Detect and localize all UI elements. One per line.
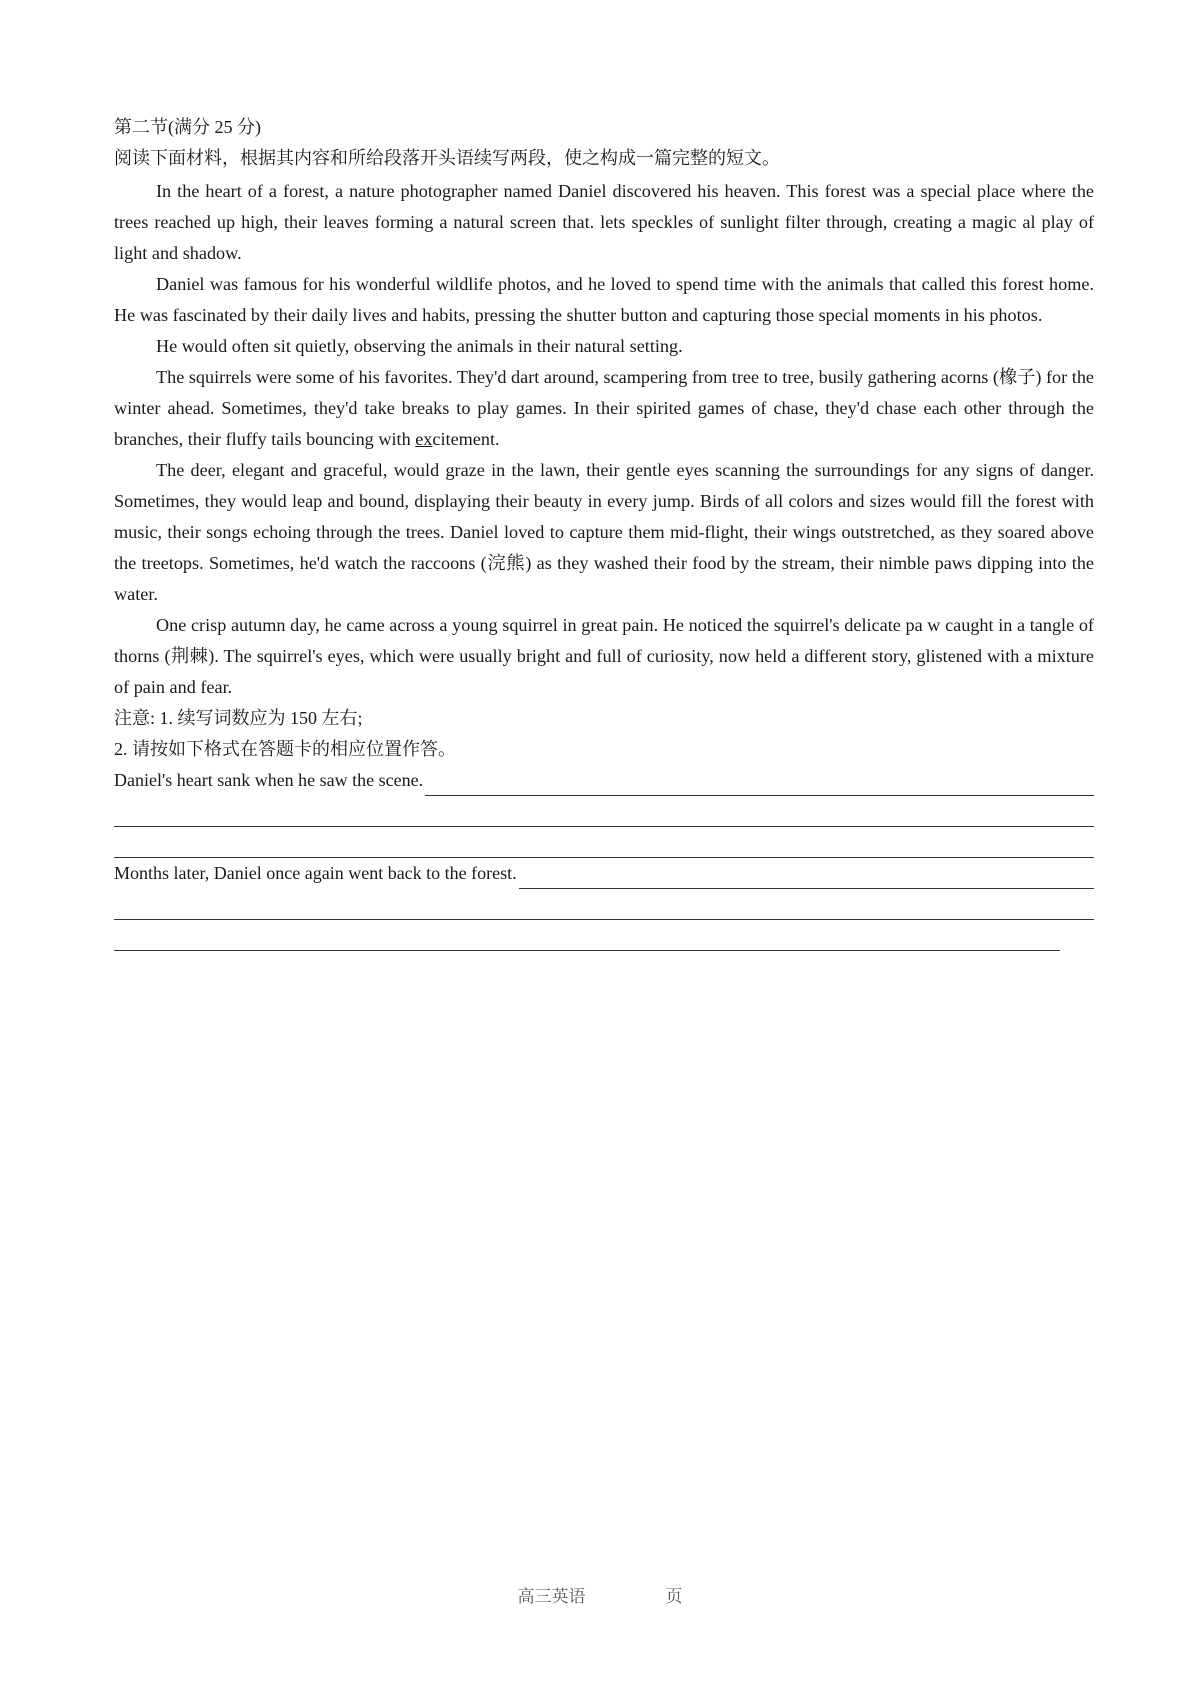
footer-label: 高三英语	[517, 1587, 586, 1606]
passage-paragraph-5: The deer, elegant and graceful, would graze in the lawn, their gentle eyes scanning the surroundings for any signs of danger. Sometimes, they would leap and bound, displaying their beauty in every jump. Birds of all colors and sizes would fill the forest with music, their songs echoing through the trees. Daniel loved to capture them mid-flight, their wings outstretched, as they soared above the treetops. Sometimes, he'd watch the raccoons (浣熊) as they washed their food by the stream, their nimble paws dipping into the water.	[114, 460, 1094, 604]
answer-prompt-1-row	[114, 765, 1094, 796]
answer-blank-line[interactable]	[519, 866, 1094, 889]
passage-paragraph-1: In the heart of a forest, a nature photographer named Daniel discovered his heaven. This forest was a special place where the trees reached up high, their leaves forming a natural screen that. lets speckles of sunlight filter through, creating a magic al play of light and shadow.	[114, 181, 1094, 263]
page-footer	[0, 1582, 1200, 1607]
passage-paragraph-squirrels	[114, 362, 1094, 455]
answer-prompt-2-row	[114, 858, 1094, 889]
section-heading: 第二节(满分 25 分)	[114, 117, 261, 137]
exam-page	[114, 112, 1094, 951]
squirrel-text-after: citement.	[432, 429, 500, 449]
passage-paragraph-2: Daniel was famous for his wonderful wildlife photos, and he loved to spend time with the animals that called this forest home. He was fascinated by their daily lives and habits, pressing the shutter button and capturing those special moments in his photos.	[114, 274, 1094, 325]
footer-page-label: 页	[665, 1587, 683, 1606]
answer-blank-line[interactable]	[425, 773, 1094, 796]
section-instruction: 阅读下面材料，根据其内容和所给段落开头语续写两段，使之构成一篇完整的短文。	[114, 148, 780, 168]
answer-blank-line[interactable]	[114, 889, 1094, 920]
answer-prompt-2: Months later, Daniel once again went back to the forest.	[114, 863, 517, 883]
answer-blank-line[interactable]	[114, 827, 1094, 858]
answer-prompt-1: Daniel's heart sank when he saw the scene.	[114, 770, 424, 790]
squirrel-text-before: The squirrels were some of his favorites. They'd dart around, scampering from tree to tree, busily gathering acorns (橡子) for the winter ahead. Sometimes, they'd take breaks to play games. In their spirited games of chase, they'd chase each other through the branches, their fluffy tails bouncing with	[114, 367, 1094, 449]
answer-blank-line[interactable]	[114, 920, 1060, 951]
passage-paragraph-6: One crisp autumn day, he came across a young squirrel in great pain. He noticed the squirrel's delicate pa w caught in a tangle of thorns (荆棘). The squirrel's eyes, which were usually bright and full of curiosity, now held a different story, glistened with a mixture of pain and fear.	[114, 615, 1094, 697]
note-word-count: 注意: 1. 续写词数应为 150 左右;	[114, 708, 363, 728]
passage-paragraph-3: He would often sit quietly, observing the animals in their natural setting.	[156, 336, 683, 356]
underlined-text: ex	[415, 429, 433, 449]
note-answer-format: 2. 请按如下格式在答题卡的相应位置作答。	[114, 739, 456, 759]
answer-blank-line[interactable]	[114, 796, 1094, 827]
